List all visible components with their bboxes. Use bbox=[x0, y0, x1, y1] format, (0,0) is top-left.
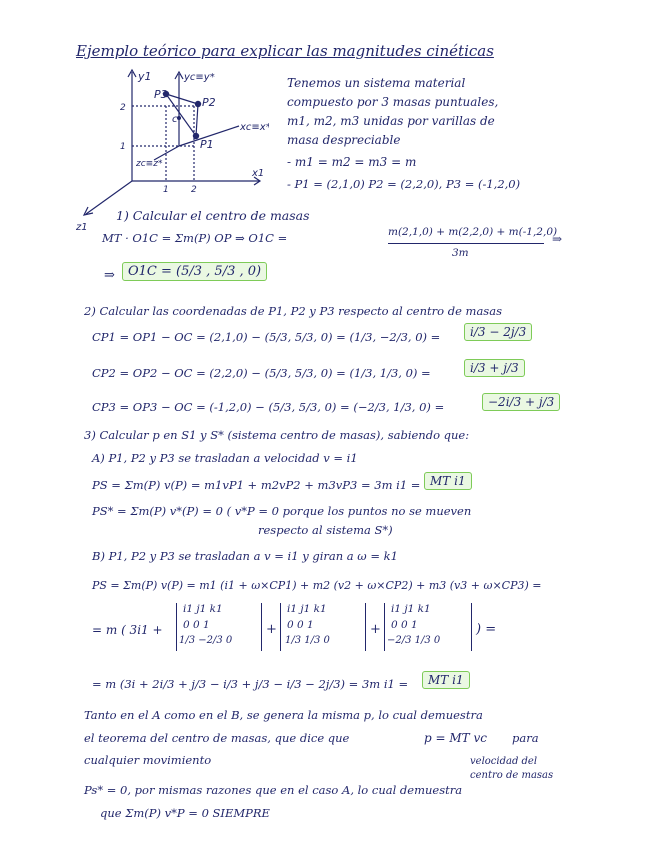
det3-row2: 0 0 1 bbox=[391, 619, 418, 631]
det2-row1: i1 j1 k1 bbox=[287, 603, 327, 615]
s3a-heading: A) P1, P2 y P3 se trasladan a velocidad v = i1 bbox=[92, 451, 358, 465]
s3b-det-prefix: = m ( 3i1 + bbox=[92, 623, 163, 637]
label-p1: P1 bbox=[200, 138, 214, 151]
tick-y1: 1 bbox=[120, 142, 126, 152]
s1-eq-den: 3m bbox=[452, 247, 469, 259]
det2-row2: 0 0 1 bbox=[287, 619, 314, 631]
s1-fraction-bar bbox=[388, 243, 544, 244]
conclusion-line-5: que Σm(P) v*P = 0 SIEMPRE bbox=[100, 806, 270, 820]
det2-row3: 1/3 1/3 0 bbox=[285, 635, 330, 646]
s1-result-prefix: ⇒ bbox=[104, 268, 115, 283]
s3a-eq2: PS* = Σm(P) v*(P) = 0 ( v*P = 0 porque los puntos no se mueven bbox=[92, 504, 472, 518]
conclusion-line-3: cualquier movimiento bbox=[84, 753, 212, 767]
det3-row3: −2/3 1/3 0 bbox=[387, 635, 441, 646]
det-plus-1: + bbox=[266, 622, 277, 637]
s3b-highlight: MT i1 bbox=[422, 671, 470, 689]
point-c bbox=[177, 116, 181, 120]
label-p2: P2 bbox=[202, 96, 216, 109]
zc-axis-line bbox=[154, 146, 179, 160]
tick-y2: 2 bbox=[120, 103, 126, 113]
s2-cp2-highlight: i/3 + j/3 bbox=[464, 359, 525, 377]
s2-cp1-highlight: i/3 − 2j/3 bbox=[464, 323, 532, 341]
conclusion-eq: p = MT vc bbox=[424, 731, 487, 745]
tick-x1: 1 bbox=[163, 185, 169, 195]
det2 bbox=[280, 603, 366, 651]
s3a-eq1: PS = Σm(P) v(P) = m1vP1 + m2vP2 + m3vP3 = 3m i1 = bbox=[92, 478, 421, 492]
s3a-note: respecto al sistema S*) bbox=[258, 523, 393, 537]
det1-row2: 0 0 1 bbox=[183, 619, 210, 631]
conclusion-line-1: Tanto en el A como en el B, se genera la misma p, lo cual demuestra bbox=[84, 708, 483, 722]
det3 bbox=[384, 603, 472, 651]
label-xc: xc≡x* bbox=[240, 122, 269, 133]
det1 bbox=[176, 603, 262, 651]
rod-p3-p2 bbox=[166, 94, 198, 104]
s3a-box bbox=[424, 474, 472, 488]
s3b-eq3: = m (3i + 2i/3 + j/3 − i/3 + j/3 − i/3 − 2j/3) = 3m i1 = bbox=[92, 677, 409, 691]
point-p2 bbox=[195, 101, 201, 107]
s3-heading: 3) Calcular p en S1 y S* (sistema centro de masas), sabiendo que: bbox=[84, 428, 470, 442]
s1-heading: 1) Calcular el centro de masas bbox=[116, 208, 310, 223]
label-c: c bbox=[172, 114, 178, 125]
det3-row1: i1 j1 k1 bbox=[391, 603, 431, 615]
det-suffix: ) = bbox=[476, 622, 497, 637]
s3a-highlight: MT i1 bbox=[424, 472, 472, 490]
label-x1: x1 bbox=[252, 168, 265, 179]
s2-cp1-box bbox=[464, 325, 532, 339]
conclusion-line-2: el teorema del centro de masas, que dice que bbox=[84, 731, 350, 745]
label-p3: P3 bbox=[154, 88, 168, 101]
det1-row3: 1/3 −2/3 0 bbox=[179, 635, 233, 646]
intro-line-5: - m1 = m2 = m3 = m bbox=[287, 155, 417, 169]
rod-p2-p1 bbox=[196, 104, 198, 136]
s2-cp1: CP1 = OP1 − OC = (2,1,0) − (5/3, 5/3, 0) = (1/3, −2/3, 0) = bbox=[92, 330, 441, 344]
tick-x2: 2 bbox=[191, 185, 197, 195]
conclusion-line-4: Ps* = 0, por mismas razones que en el caso A, lo cual demuestra bbox=[84, 783, 463, 797]
s2-cp3: CP3 = OP3 − OC = (-1,2,0) − (5/3, 5/3, 0) = (−2/3, 1/3, 0) = bbox=[92, 400, 445, 414]
s1-eq-num: m(2,1,0) + m(2,2,0) + m(-1,2,0) bbox=[388, 226, 558, 238]
label-z1: z1 bbox=[76, 222, 88, 233]
page-title: Ejemplo teórico para explicar las magnitudes cinéticas bbox=[76, 42, 494, 60]
z1-axis-arrow bbox=[84, 207, 93, 215]
point-p1 bbox=[193, 133, 199, 139]
label-yc: yc≡y* bbox=[184, 72, 215, 83]
s1-result-highlight: O1C = (5/3 , 5/3 , 0) bbox=[122, 262, 267, 281]
intro-line-4: masa despreciable bbox=[287, 133, 401, 147]
s2-cp3-box bbox=[482, 395, 560, 409]
rod-p3-p1 bbox=[166, 94, 196, 136]
det-plus-2: + bbox=[370, 622, 381, 637]
conclusion-note-2: centro de masas bbox=[470, 770, 554, 781]
intro-line-3: m1, m2, m3 unidas por varillas de bbox=[287, 114, 495, 128]
label-y1: y1 bbox=[138, 70, 152, 83]
label-zc: zc≡z* bbox=[136, 159, 163, 169]
s1-result-box bbox=[122, 264, 267, 279]
conclusion-note-1: velocidad del bbox=[470, 756, 538, 767]
intro-line-1: Tenemos un sistema material bbox=[287, 76, 466, 90]
s2-cp2-box bbox=[464, 361, 525, 375]
s1-eq-lhs: MT · O1C = Σm(P) OP ⇒ O1C = bbox=[102, 231, 288, 245]
s2-cp3-highlight: −2i/3 + j/3 bbox=[482, 393, 560, 411]
s2-cp2: CP2 = OP2 − OC = (2,2,0) − (5/3, 5/3, 0) = (1/3, 1/3, 0) = bbox=[92, 366, 431, 380]
s3b-heading: B) P1, P2 y P3 se trasladan a v = i1 y giran a ω = k1 bbox=[92, 549, 398, 563]
intro-line-6: - P1 = (2,1,0) P2 = (2,2,0), P3 = (-1,2,0) bbox=[287, 177, 521, 191]
s3b-box bbox=[422, 673, 470, 687]
s1-eq-arrow: ⇒ bbox=[552, 232, 563, 246]
conclusion-para: para bbox=[512, 731, 539, 745]
s2-heading: 2) Calcular las coordenadas de P1, P2 y P3 respecto al centro de masas bbox=[84, 304, 502, 318]
det1-row1: i1 j1 k1 bbox=[183, 603, 223, 615]
intro-line-2: compuesto por 3 masas puntuales, bbox=[287, 95, 499, 109]
s3b-eq1: PS = Σm(P) v(P) = m1 (i1 + ω×CP1) + m2 (v2 + ω×CP2) + m3 (v3 + ω×CP3) = bbox=[92, 579, 542, 592]
